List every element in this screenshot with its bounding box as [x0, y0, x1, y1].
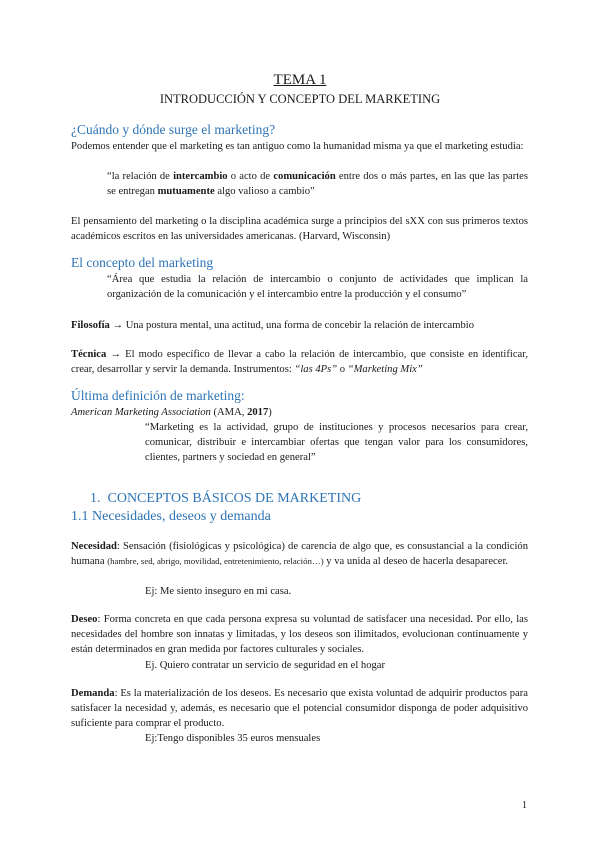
arrow-icon: →	[109, 320, 126, 331]
label-filosofia: Filosofía	[71, 320, 110, 331]
page-number: 1	[522, 800, 527, 811]
source-text: (AMA,	[210, 407, 248, 418]
section-heading-origin: ¿Cuándo y dónde surge el marketing?	[71, 122, 276, 137]
section-heading-concept: El concepto del marketing	[71, 255, 214, 270]
example-deseo: Ej. Quiero contratar un servicio de seguridad en el hogar	[145, 660, 386, 671]
label-tecnica: Técnica	[71, 349, 107, 360]
quote-text: o acto de	[227, 171, 274, 182]
quote-bold-intercambio: intercambio	[173, 171, 228, 182]
quote-exchange	[107, 169, 528, 199]
subsection-heading: 1.1 Necesidades, deseos y demanda	[71, 509, 271, 524]
section-heading-definition: Última definición de marketing:	[71, 388, 245, 403]
heading-number: 1.	[90, 491, 101, 506]
paragraph-thought: El pensamiento del marketing o la disciplina académica surge a principios del sXX con sus primeros textos académicos escritos en las universidades americanas. (Harvard, Wisconsin)	[71, 216, 528, 242]
term-4ps: “las 4Ps”	[294, 364, 338, 375]
arrow-icon: →	[106, 349, 126, 360]
quote-text: algo valioso a cambio”	[214, 186, 315, 197]
text-necesidad: : Sensación (fisiológicas y psicológica) de carencia de algo que, es consustancial a la condición humana	[71, 541, 528, 567]
label-deseo: Deseo	[71, 614, 98, 625]
page-subtitle: INTRODUCCIÓN Y CONCEPTO DEL MARKETING	[159, 92, 441, 106]
page-title: TEMA 1	[273, 72, 327, 88]
quote-text: entre dos o más partes, en las que las partes se entregan	[107, 171, 528, 197]
section-heading-basics	[90, 491, 361, 507]
paragraph-tecnica	[71, 347, 528, 377]
source-text: )	[268, 407, 272, 418]
source-year: 2017	[247, 407, 269, 418]
example-demanda: Ej:Tengo disponibles 35 euros mensuales	[145, 733, 321, 744]
text-tecnica: El modo específico de llevar a cabo la relación de intercambio, que consiste en identificar, crear, desarrollar y servir la demanda. Instrumentos:	[71, 349, 528, 375]
text-necesidad-examples: (hambre, sed, abrigo, movilidad, entretenimiento, relación…)	[107, 556, 324, 566]
text-filosofia: Una postura mental, una actitud, una forma de concebir la relación de intercambio	[125, 320, 475, 331]
quote-concept: “Área que estudia la relación de intercambio o conjunto de actividades que implican la organización de la comunicación y el intercambio entre la producción y el consumo”	[107, 274, 528, 300]
paragraph-origin: Podemos entender que el marketing es tan antiguo como la humanidad misma ya que el marketing estudia:	[71, 141, 524, 152]
quote-ama: “Marketing es la actividad, grupo de instituciones y procesos necesarios para crear, comunicar, distribuir e intercambiar ofertas que tengan valor para los consumidores, clientes, partners y sociedad en general”	[145, 422, 528, 463]
source-ama	[71, 405, 528, 420]
paragraph-deseo	[71, 612, 528, 657]
quote-text: “la relación de	[107, 171, 174, 182]
source-name: American Marketing Association	[71, 407, 211, 418]
quote-bold-mutuamente: mutuamente	[157, 186, 215, 197]
term-marketing-mix: “Marketing Mix”	[347, 364, 423, 375]
text-deseo: : Forma concreta en que cada persona expresa su voluntad de satisfacer una necesidad. Por ello, las necesidades del hombre son innatas y limitadas, y los deseos son ilimitados, evolucionan continuamente y están determinados en gran medida por factores culturales y sociales.	[71, 614, 528, 655]
heading-text: CONCEPTOS BÁSICOS DE MARKETING	[107, 491, 362, 506]
quote-bold-comunicacion: comunicación	[273, 171, 336, 182]
text-necesidad: y va unida al deseo de hacerla desaparecer.	[323, 556, 509, 567]
label-necesidad: Necesidad	[71, 541, 117, 552]
example-necesidad: Ej: Me siento inseguro en mi casa.	[145, 586, 292, 597]
paragraph-filosofia	[71, 318, 528, 333]
label-demanda: Demanda	[71, 688, 115, 699]
text-o: o	[337, 364, 348, 375]
paragraph-demanda	[71, 686, 528, 731]
text-demanda: : Es la materialización de los deseos. Es necesario que exista voluntad de adquirir productos para satisfacer la necesidad y, además, es necesario que el potencial consumidor disponga de poder adquisitivo suficiente para comprar el producto.	[71, 688, 528, 729]
paragraph-necesidad	[71, 539, 528, 569]
